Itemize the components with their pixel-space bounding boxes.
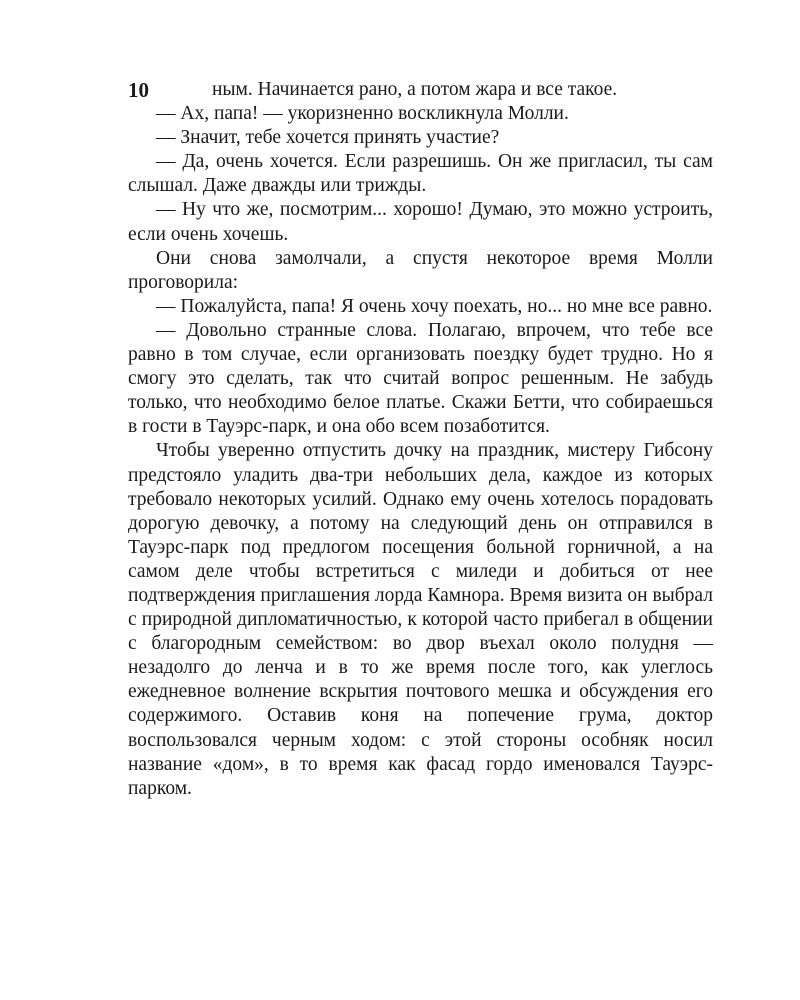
paragraph: Чтобы уверенно отпустить дочку на праздник, мистеру Гибсону предстояло уладить два-три небольших дела, каждое из которых требовало некоторых усилий. Однако ему очень хотелось порадовать дорогую девочку, а потому на следующий день он отправился в Тауэрс-парк под предлогом посещения больной горничной, а на самом деле чтобы встретиться с миледи и добиться от нее подтверждения приглашения лорда Камнора. Время визита он выбрал с природной дипломатичностью, к которой часто прибегал в общении с благородным семейством: во двор въехал около полудня — незадолго до ленча и в то же время после того, как улеглось ежедневное волнение вскрытия почтового мешка и обсуждения его содержимого. Оставив коня на попечение грума, доктор воспользовался черным ходом: с этой стороны особняк носил название «дом», в то время как фасад гордо именовался Тауэрс-парком. (128, 440, 713, 799)
page-number: 10 (128, 78, 149, 102)
paragraph: — Да, очень хочется. Если разрешишь. Он же пригласил, ты сам слышал. Даже дважды или трижды. (128, 151, 713, 197)
body-text (128, 78, 713, 801)
paragraph: — Пожалуйста, папа! Я очень хочу поехать, но... но мне все равно. (156, 295, 713, 317)
paragraph: ным. Начинается рано, а потом жара и все такое. (212, 79, 618, 100)
paragraph: — Значит, тебе хочется принять участие? (156, 127, 500, 149)
paragraph: — Довольно странные слова. Полагаю, впрочем, что тебе все равно в том случае, если организовать поездку будет трудно. Но я смогу это сделать, так что считай вопрос решенным. Не забудь только, что необходимо белое платье. Скажи Бетти, что собираешься в гости в Тауэрс-парк, и она обо всем позаботится. (128, 319, 713, 438)
paragraph: — Ну что же, посмотрим... хорошо! Думаю, это можно устроить, если очень хочешь. (128, 199, 713, 245)
paragraph: Они снова замолчали, а спустя некоторое время Молли проговорила: (128, 247, 713, 293)
paragraph: — Ах, папа! — укоризненно воскликнула Молли. (156, 103, 569, 125)
